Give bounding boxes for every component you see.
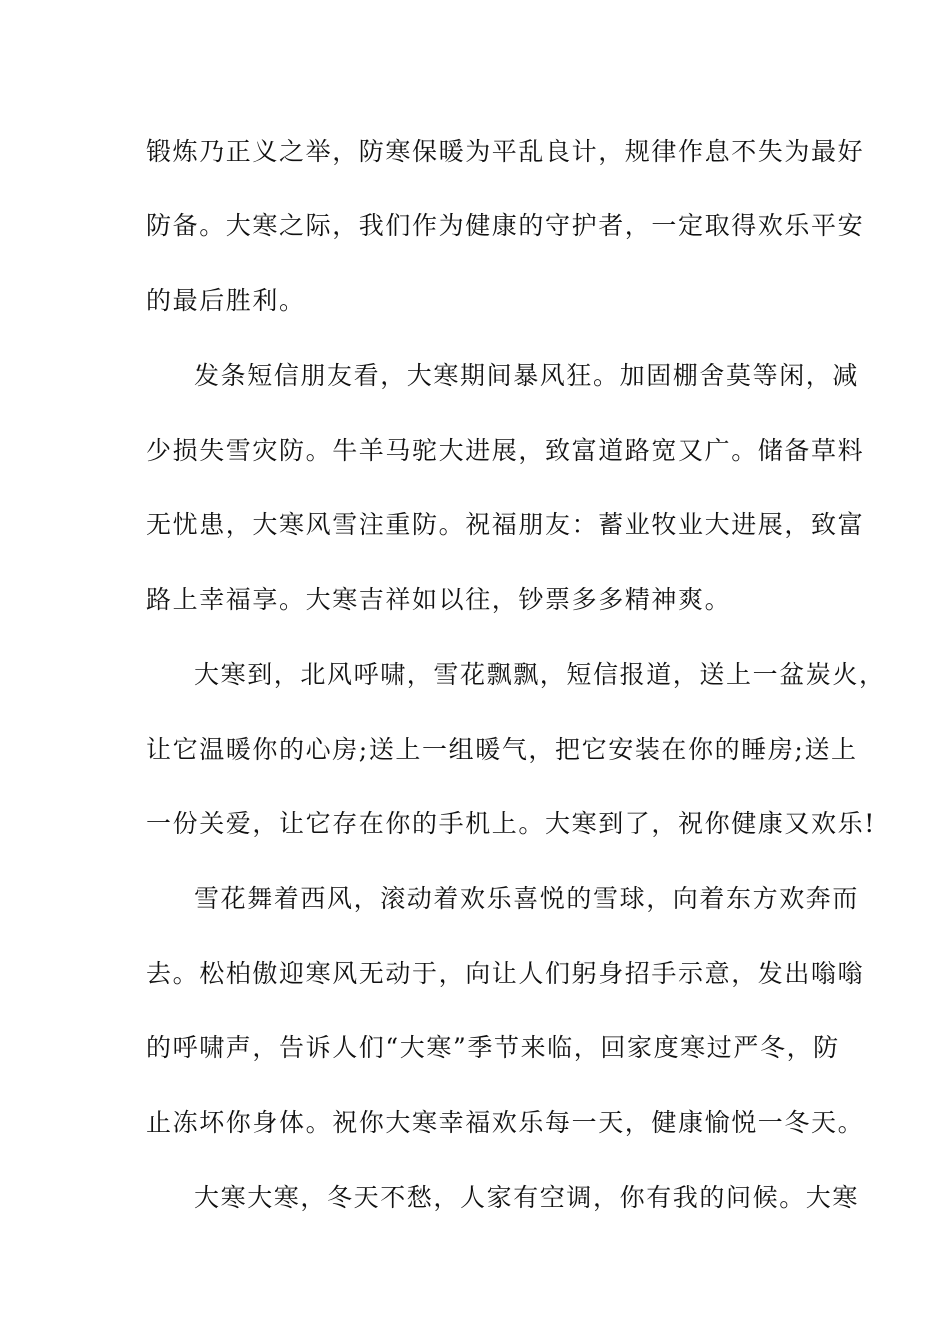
text-line: 无忧患，大寒风雪注重防。祝福朋友：蓄业牧业大进展，致富 <box>146 510 865 539</box>
paragraph-first-line: 发条短信朋友看，大寒期间暴风狂。加固棚舍莫等闲，减 <box>194 361 860 390</box>
text-line: 去。松柏傲迎寒风无动于，向让人们躬身招手示意，发出嗡嗡 <box>146 959 865 988</box>
paragraph-first-line: 大寒大寒，冬天不愁，人家有空调，你有我的问候。大寒 <box>194 1183 860 1212</box>
text-line: 的最后胜利。 <box>146 286 306 315</box>
text-line: 止冻坏你身体。祝你大寒幸福欢乐每一天，健康愉悦一冬天。 <box>146 1108 865 1137</box>
text-line: 一份关爱，让它存在你的手机上。大寒到了，祝你健康又欢乐! <box>146 809 876 838</box>
paragraph-first-line: 大寒到，北风呼啸，雪花飘飘，短信报道，送上一盆炭火， <box>194 660 886 689</box>
paragraph-first-line: 雪花舞着西风，滚动着欢乐喜悦的雪球，向着东方欢奔而 <box>194 884 860 913</box>
text-line: 少损失雪灾防。牛羊马驼大进展，致富道路宽又广。储备草料 <box>146 436 865 465</box>
text-line: 防备。大寒之际，我们作为健康的守护者，一定取得欢乐平安 <box>146 211 865 240</box>
text-line: 的呼啸声，告诉人们“大寒”季节来临，回家度寒过严冬，防 <box>146 1033 840 1062</box>
text-line: 锻炼乃正义之举，防寒保暖为平乱良计，规律作息不失为最好 <box>146 137 865 166</box>
text-line: 路上幸福享。大寒吉祥如以往，钞票多多精神爽。 <box>146 585 732 614</box>
text-line: 让它温暖你的心房;送上一组暖气，把它安装在你的睡房;送上 <box>146 735 858 764</box>
